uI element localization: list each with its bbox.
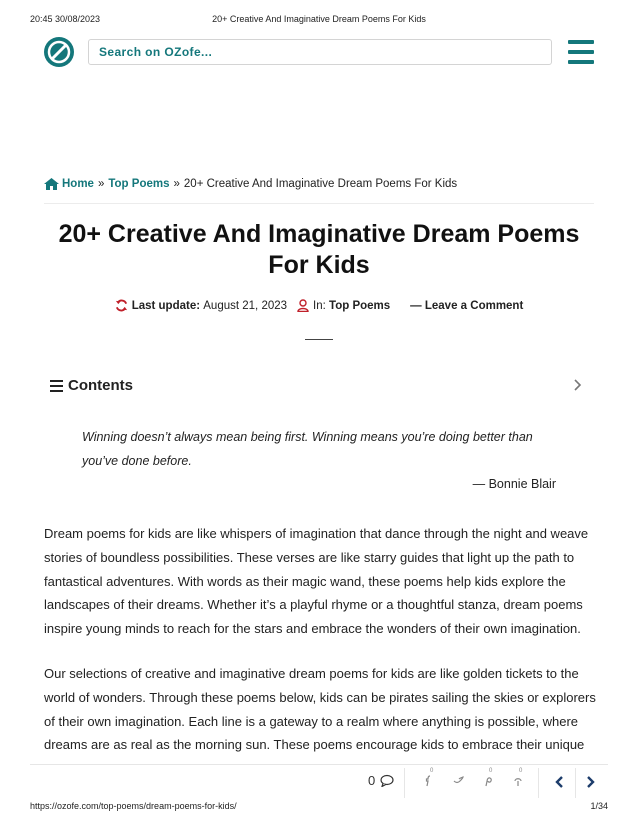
print-header bbox=[30, 14, 608, 26]
leave-comment-link[interactable]: — Leave a Comment bbox=[410, 299, 524, 312]
facebook-share-button[interactable] bbox=[424, 768, 434, 792]
reddit-icon bbox=[513, 775, 523, 787]
facebook-icon bbox=[424, 775, 434, 787]
share-count: 0 bbox=[489, 768, 493, 774]
refresh-icon bbox=[115, 299, 128, 312]
blockquote: Winning doesn’t always mean being first. Winning means you’re doing better than you’ve done before. bbox=[82, 430, 533, 468]
site-logo[interactable] bbox=[44, 37, 74, 67]
user-icon bbox=[297, 299, 309, 312]
comment-count: 0 bbox=[368, 773, 376, 788]
menu-button[interactable] bbox=[568, 40, 594, 64]
page-title bbox=[44, 219, 594, 281]
menu-bar bbox=[568, 40, 594, 44]
category-link[interactable]: Top Poems bbox=[329, 299, 391, 312]
separator bbox=[404, 768, 405, 798]
search-input[interactable]: Search on OZofe... bbox=[88, 39, 552, 65]
title-underline bbox=[305, 339, 333, 340]
toc-label: Contents bbox=[68, 377, 133, 394]
pinterest-share-button[interactable] bbox=[483, 768, 493, 792]
breadcrumb-separator: » bbox=[173, 178, 180, 190]
breadcrumb-category[interactable]: Top Poems bbox=[108, 178, 170, 190]
pinterest-icon bbox=[483, 775, 493, 787]
updated-date: August 21, 2023 bbox=[203, 299, 288, 312]
twitter-icon bbox=[453, 775, 464, 787]
menu-bar bbox=[568, 60, 594, 64]
breadcrumb-divider bbox=[44, 203, 594, 204]
page-title-line: For Kids bbox=[268, 251, 370, 279]
print-timestamp: 20:45 30/08/2023 bbox=[30, 14, 101, 24]
print-footer bbox=[30, 801, 608, 813]
paragraph: Our selections of creative and imaginative dream poems for kids are like golden tickets to the world of wonders. Through these poems below, kids can be pirates sailing the skies or explorers of their own imagination. Each line is a gateway to a realm where anything is possible, where dreams are as real as the morning sun. These poems encourage kids to embrace their unique bbox=[44, 666, 596, 753]
page-title-line: 20+ Creative And Imaginative Dream Poems bbox=[58, 220, 580, 248]
home-icon bbox=[44, 178, 59, 190]
reddit-share-button[interactable] bbox=[513, 768, 523, 792]
share-count: 0 bbox=[519, 768, 523, 774]
category-label: In: bbox=[313, 299, 326, 312]
share-count: 0 bbox=[430, 768, 434, 774]
quote-author: — Bonnie Blair bbox=[472, 477, 556, 491]
breadcrumb-home[interactable]: Home bbox=[62, 178, 94, 190]
share-bar bbox=[30, 764, 608, 799]
updated-label: Last update: bbox=[131, 299, 201, 312]
table-of-contents[interactable] bbox=[50, 377, 582, 395]
paragraph: Dream poems for kids are like whispers of imagination that dance through the night and weave stories of boundless possibilities. These verses are like starry guides that light up the path to fantastical adventures. With words as their magic wand, these poems help kids explore the landscapes of their dreams. Whether it’s a playful rhyme or a thoughtful stanza, dream poems inspire young minds to reach for the stars and embrace the wonders of their own imagination. bbox=[44, 526, 589, 637]
previous-post-arrow-icon[interactable] bbox=[554, 775, 564, 789]
chevron-right-icon[interactable] bbox=[574, 378, 582, 392]
twitter-share-button[interactable] bbox=[453, 774, 464, 792]
print-title: 20+ Creative And Imaginative Dream Poems For Kids bbox=[212, 14, 426, 24]
comment-icon[interactable] bbox=[380, 774, 394, 787]
menu-bar bbox=[568, 50, 594, 54]
breadcrumb-current: 20+ Creative And Imaginative Dream Poems For Kids bbox=[183, 178, 458, 190]
next-post-arrow-icon[interactable] bbox=[586, 775, 596, 789]
page-number: 1/34 bbox=[590, 801, 608, 811]
logo-icon bbox=[44, 37, 74, 67]
separator bbox=[575, 768, 576, 798]
print-url: https://ozofe.com/top-poems/dream-poems-for-kids/ bbox=[30, 801, 237, 811]
post-meta bbox=[0, 299, 638, 312]
separator bbox=[538, 768, 539, 798]
breadcrumb bbox=[44, 178, 457, 190]
breadcrumb-separator: » bbox=[97, 178, 105, 190]
